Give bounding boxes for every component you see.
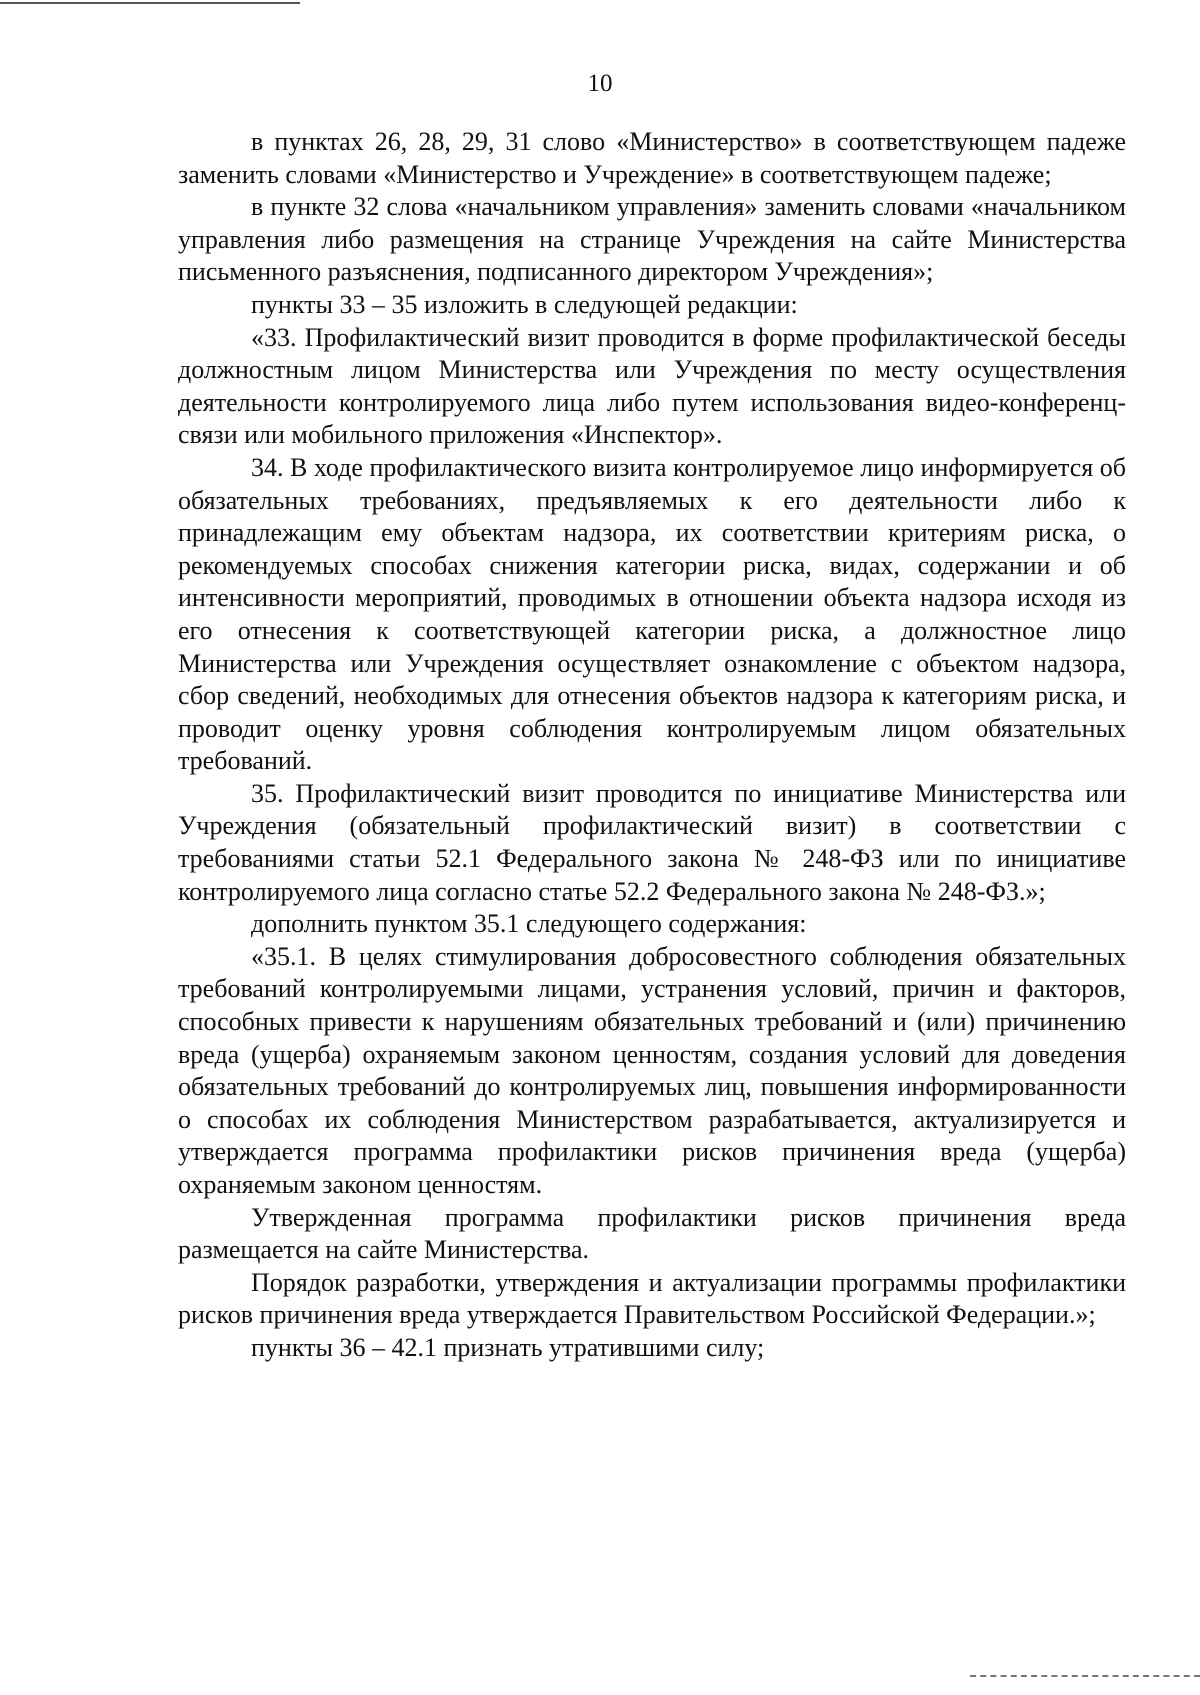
paragraph-7: дополнить пунктом 35.1 следующего содержания: — [251, 909, 807, 939]
scan-edge-top — [0, 2, 300, 4]
paragraph-4: «33. Профилактический визит проводится в форме профилактической беседы должностным лицом Министерства или Учреждения по месту осуществления деятельности контролируемого лица либо путем использования видео-конференц-связи или мобильного приложения «Инспектор». — [178, 322, 1126, 450]
paragraph-1: в пунктах 26, 28, 29, 31 слово «Министерство» в соответствующем падеже заменить словами «Министерство и Учреждение» в соответствующем падеже; — [178, 127, 1126, 189]
document-body — [178, 126, 1126, 1365]
paragraph-11: пункты 36 – 42.1 признать утратившими силу; — [251, 1332, 765, 1362]
paragraph-9: Утвержденная программа профилактики рисков причинения вреда размещается на сайте Министерства. — [178, 1202, 1126, 1265]
paragraph-2: в пункте 32 слова «начальником управления» заменить словами «начальником управления либо размещения на странице Учреждения на сайте Министерства письменного разъяснения, подписанного директором Учреждения»; — [178, 192, 1126, 287]
page-number: 10 — [587, 70, 613, 97]
paragraph-5: 34. В ходе профилактического визита контролируемое лицо информируется об обязательных требованиях, предъявляемых к его деятельности либо к принадлежащим ему объектам надзора, их соответствии критериям риска, о рекомендуемых способах снижения категории риска, видах, содержании и об интенсивности мероприятий, проводимых в отношении объекта надзора исходя из его отнесения к соответствующей категории риска, а должностное лицо Министерства или Учреждения осуществляет ознакомление с объектом надзора, сбор сведений, необходимых для отнесения объектов надзора к категориям риска, и проводит оценку уровня соблюдения контролируемым лицом обязательных требований. — [178, 452, 1126, 776]
paragraph-3: пункты 33 – 35 изложить в следующей редакции: — [251, 289, 798, 319]
paragraph-10: Порядок разработки, утверждения и актуализации программы профилактики рисков причинения вреда утверждается Правительством Российской Федерации.»; — [178, 1267, 1126, 1330]
scan-edge-bottom — [970, 1675, 1200, 1679]
paragraph-6: 35. Профилактический визит проводится по инициативе Министерства или Учреждения (обязательный профилактический визит) в соответствии с требованиями статьи 52.1 Федерального закона № 248-ФЗ или по инициативе контролируемого лица согласно статье 52.2 Федерального закона № 248-ФЗ.»; — [178, 778, 1126, 906]
paragraph-8: «35.1. В целях стимулирования добросовестного соблюдения обязательных требований контролируемыми лицами, устранения условий, причин и факторов, способных привести к нарушениям обязательных требований и (или) причинению вреда (ущерба) охраняемым законом ценностям, создания условий для доведения обязательных требований до контролируемых лиц, повышения информированности о способах их соблюдения Министерством разрабатывается, актуализируется и утверждается программа профилактики рисков причинения вреда (ущерба) охраняемым законом ценностям. — [178, 941, 1126, 1199]
